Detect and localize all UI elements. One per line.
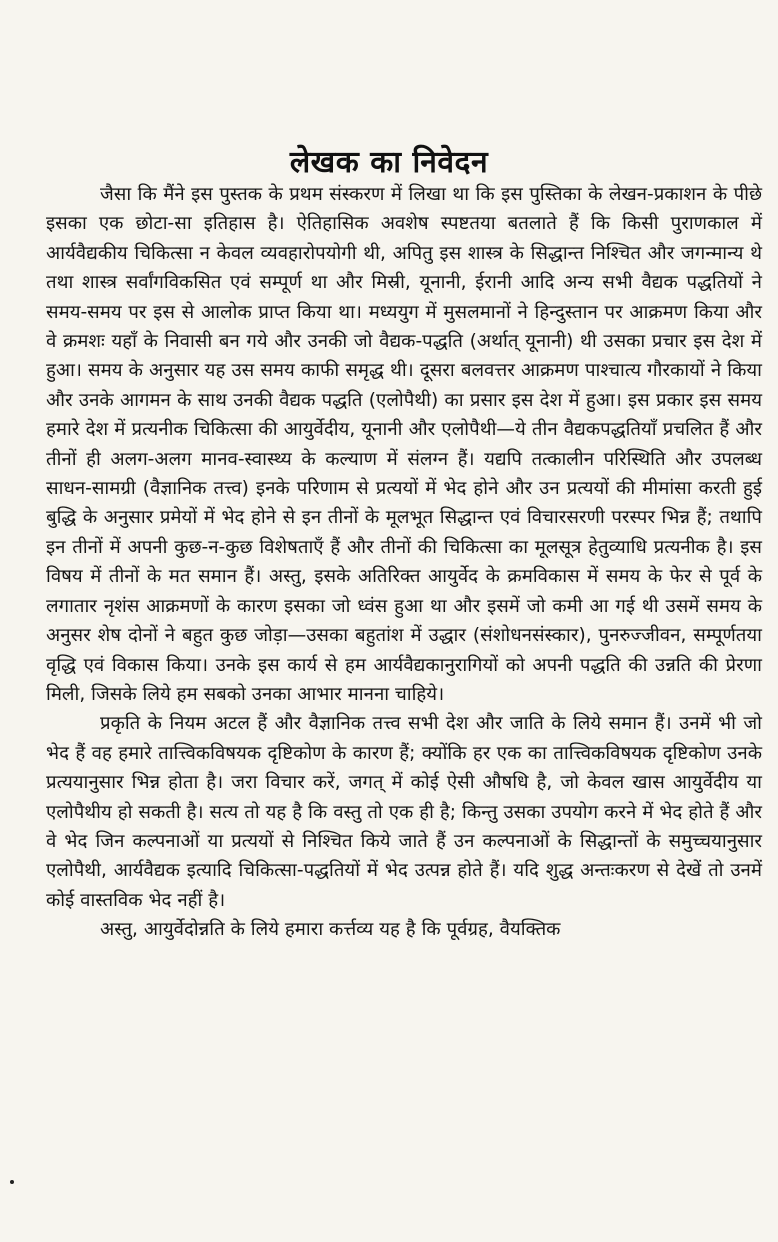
body-text bbox=[46, 180, 762, 945]
paragraph-1: जैसा कि मैंने इस पुस्तक के प्रथम संस्करण में लिखा था कि इस पुस्तिका के लेखन-प्रकाशन के पीछे इसका एक छोटा-सा इतिहास है। ऐतिहासिक अवशेष स्पष्टतया बतलाते हैं कि किसी पुराणकाल में आर्यवैद्यकीय चिकित्सा न केवल व्यवहारोपयोगी थी, अपितु इस शास्त्र के सिद्धान्त निश्चित और जगन्मान्य थे तथा शास्त्र सर्वांगविकसित एवं सम्पूर्ण था और मिस्री, यूनानी, ईरानी आदि अन्य सभी वैद्यक पद्धतियों ने समय-समय पर इस से आलोक प्राप्त किया था। मध्ययुग में मुसलमानों ने हिन्दुस्तान पर आक्रमण किया और वे क्रमशः यहाँ के निवासी बन गये और उनकी जो वैद्यक-पद्धति (अर्थात् यूनानी) थी उसका प्रचार इस देश में हुआ। समय के अनुसार यह उस समय काफी समृद्ध थी। दूसरा बलवत्तर आक्रमण पाश्चात्य गौरकायों ने किया और उनके आगमन के साथ उनकी वैद्यक पद्धति (एलोपैथी) का प्रसार इस देश में हुआ। इस प्रकार इस समय हमारे देश में प्रत्यनीक चिकित्सा की आयुर्वेदीय, यूनानी और एलोपैथी—ये तीन वैद्यकपद्धतियाँ प्रचलित हैं और तीनों ही अलग-अलग मानव-स्वास्थ्य के कल्याण में संलग्न हैं। यद्यपि तत्कालीन परिस्थिति और उपलब्ध साधन-सामग्री (वैज्ञानिक तत्त्व) इनके परिणाम से प्रत्ययों में भेद होने और उन प्रत्ययों की मीमांसा करती हुई बुद्धि के अनुसार प्रमेयों में भेद होने से इन तीनों के मूलभूत सिद्धान्त एवं विचारसरणी परस्पर भिन्न हैं; तथापि इन तीनों में अपनी कुछ-न-कुछ विशेषताएँ हैं और तीनों की चिकित्सा का मूलसूत्र हेतुव्याधि प्रत्यनीक है। इस विषय में तीनों के मत समान हैं। अस्तु, इसके अतिरिक्त आयुर्वेद के क्रमविकास में समय के फेर से पूर्व के लगातार नृशंस आक्रमणों के कारण इसका जो ध्वंस हुआ था और इसमें जो कमी आ गई थी उसमें समय के अनुसर शेष दोनों ने बहुत कुछ जोड़ा—उसका बहुतांश में उद्धार (संशोधनसंस्कार), पुनरुज्जीवन, सम्पूर्णतया वृद्धि एवं विकास किया। उनके इस कार्य से हम आर्यवैद्यकानुरागियों को अपनी पद्धति की उन्नति की प्रेरणा मिली, जिसके लिये हम सबको उनका आभार मानना चाहिये। bbox=[46, 184, 762, 705]
page-title: लेखक का निवेदन bbox=[289, 145, 489, 180]
paragraph-3: अस्तु, आयुर्वेदोन्नति के लिये हमारा कर्त्तव्य यह है कि पूर्वग्रह, वैयक्तिक bbox=[100, 919, 561, 941]
margin-dot bbox=[10, 1180, 14, 1184]
paragraph-2: प्रकृति के नियम अटल हैं और वैज्ञानिक तत्त्व सभी देश और जाति के लिये समान हैं। उनमें भी जो भेद हैं वह हमारे तात्त्विकविषयक दृष्टिकोण के कारण हैं; क्योंकि हर एक का तात्त्विकविषयक दृष्टिकोण उनके प्रत्ययानुसार भिन्न होता है। जरा विचार करें, जगत् में कोई ऐसी औषधि है, जो केवल खास आयुर्वेदीय या एलोपैथीय हो सकती है। सत्य तो यह है कि वस्तु तो एक ही है; किन्तु उसका उपयोग करने में भेद होते हैं और वे भेद जिन कल्पनाओं या प्रत्ययों से निश्चित किये जाते हैं उन कल्पनाओं के सिद्धान्तों के समुच्चयानुसार एलोपैथी, आर्यवैद्यक इत्यादि चिकित्सा-पद्धतियों में भेद उत्पन्न होते हैं। यदि शुद्ध अन्तःकरण से देखें तो उनमें कोई वास्तविक भेद नहीं है। bbox=[46, 713, 763, 911]
